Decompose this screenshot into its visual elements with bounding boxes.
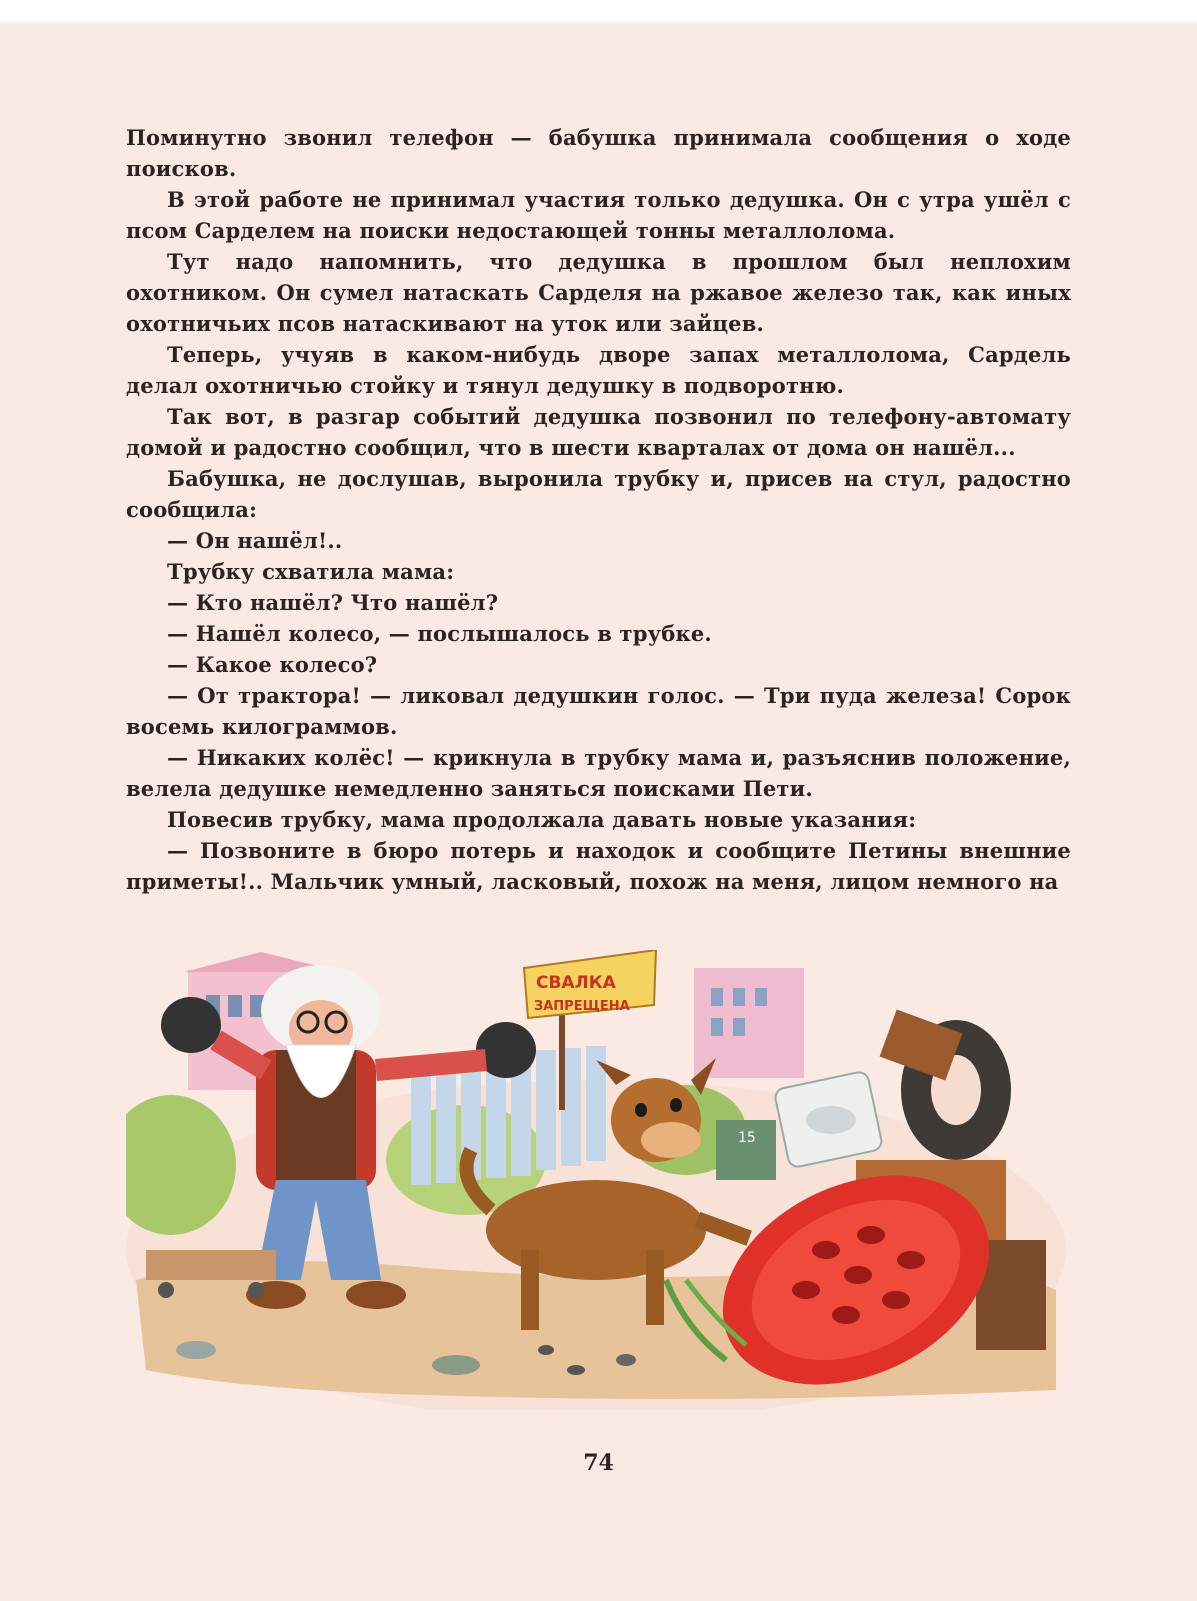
paragraph-7: — Он нашёл!.. <box>167 528 343 553</box>
paragraph-1: Поминутно звонил телефон — бабушка принимала сообщения о ходе поисков. <box>126 125 1071 181</box>
paragraph-4: Теперь, учуяв в каком-нибудь дворе запах металлолома, Сардель делал охотничью стойку и тянул дедушку в подворотню. <box>126 342 1071 398</box>
paragraph-5: Так вот, в разгар событий дедушка позвонил по телефону-автомату домой и радостно сообщил, что в шести кварталах от дома он нашёл... <box>126 404 1071 460</box>
paragraph-12: — От трактора! — ликовал дедушкин голос. — Три пуда железа! Сорок восемь килограммов. <box>126 683 1071 739</box>
page-text <box>126 122 1071 897</box>
top-margin-band <box>0 0 1197 22</box>
sign-line-1: СВАЛКА <box>536 973 616 993</box>
paragraph-10: — Нашёл колесо, — послышалось в трубке. <box>167 621 712 646</box>
paragraph-2: В этой работе не принимал участия только дедушка. Он с утра ушёл с псом Сарделем на поиски недостающей тонны металлолома. <box>126 187 1071 243</box>
illustration-drawing <box>126 950 1072 1410</box>
sign-line-2: ЗАПРЕЩЕНА <box>534 999 630 1014</box>
paragraph-8: Трубку схватила мама: <box>167 559 455 584</box>
paragraph-9: — Кто нашёл? Что нашёл? <box>167 590 499 615</box>
pink-house-right <box>694 968 804 1078</box>
paragraph-13: — Никаких колёс! — крикнула в трубку мама и, разъяснив положение, велела дедушке немедленно заняться поисками Пети. <box>126 745 1071 801</box>
paragraph-11: — Какое колесо? <box>167 652 378 677</box>
paragraph-6: Бабушка, не дослушав, выронила трубку и, присев на стул, радостно сообщила: <box>126 466 1071 522</box>
paragraph-3: Тут надо напомнить, что дедушка в прошлом был неплохим охотником. Он сумел натаскать Сарделя на ржавое железо так, как иных охотничьих псов натаскивают на уток или зайцев. <box>126 249 1071 336</box>
paragraph-15: — Позвоните в бюро потерь и находок и сообщите Петины внешние приметы!.. Мальчик умный, ласковый, похож на меня, лицом немного на <box>126 838 1071 894</box>
paragraph-14: Повесив трубку, мама продолжала давать новые указания: <box>167 807 917 832</box>
page-number: 74 <box>583 1450 614 1476</box>
illustration-scrapyard <box>126 950 1072 1410</box>
plate-number: 15 <box>738 1130 756 1146</box>
